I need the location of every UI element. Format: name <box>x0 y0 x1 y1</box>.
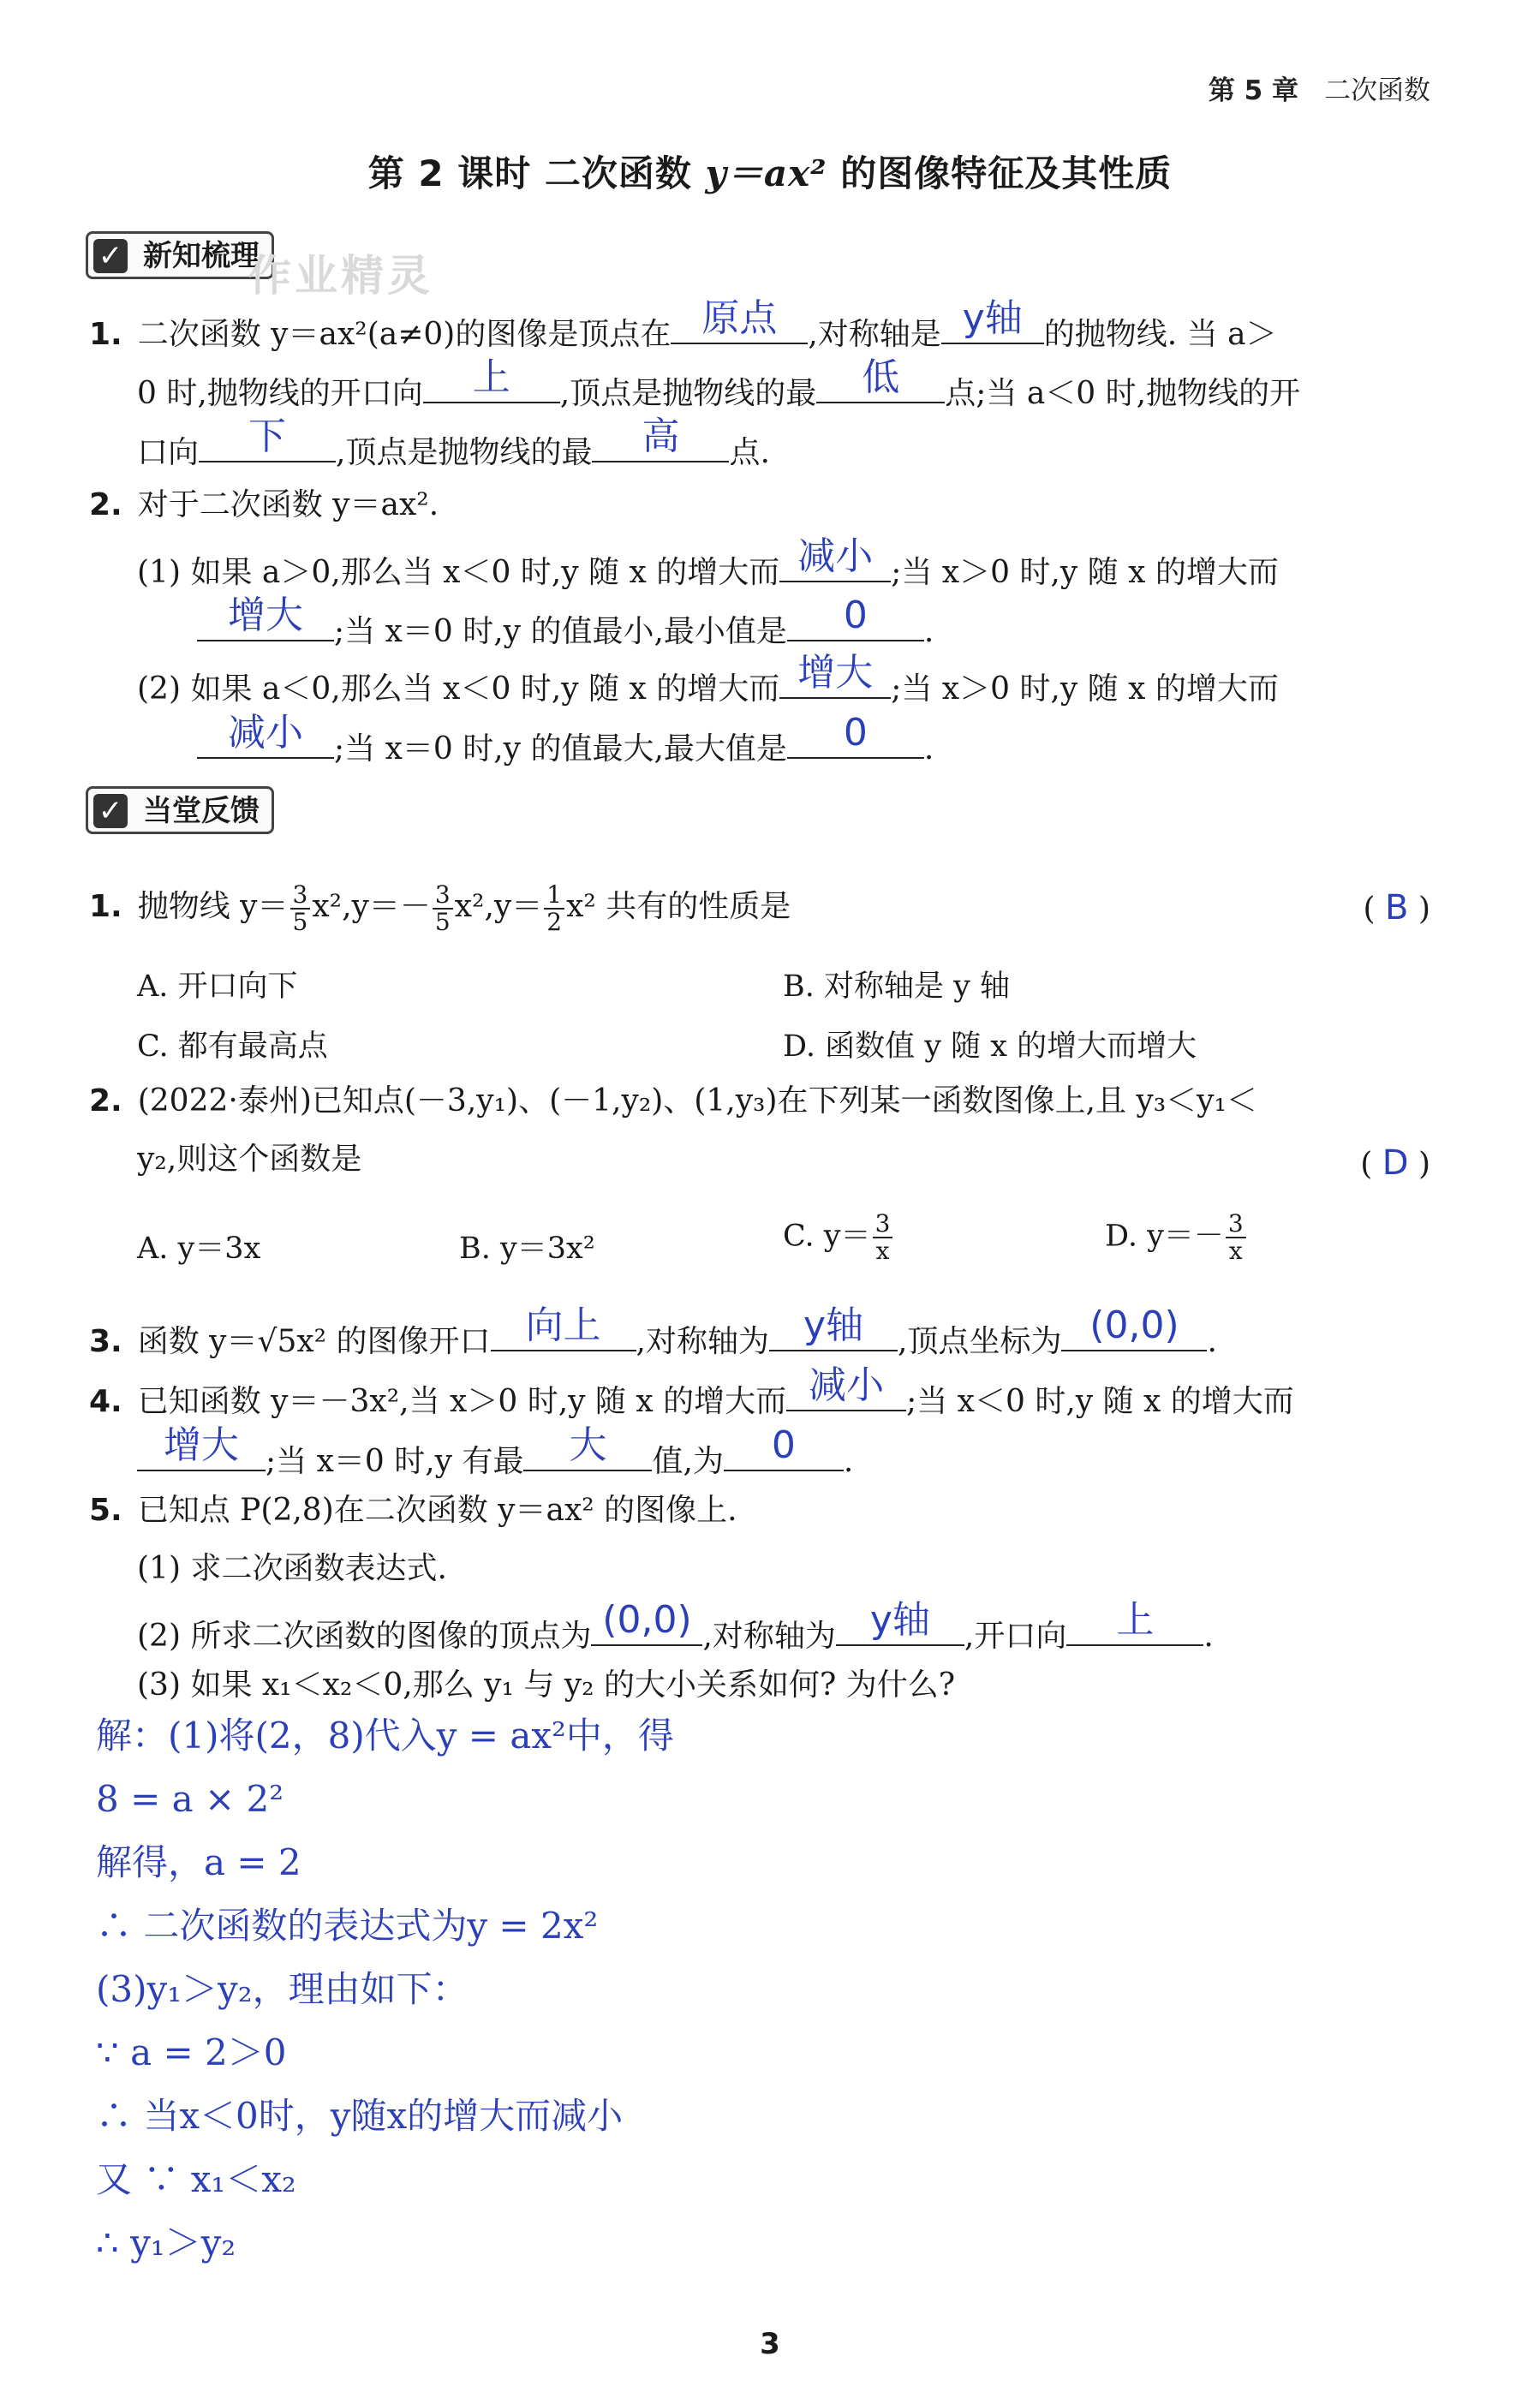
solution-line: 8 = a × 2² <box>96 1778 284 1820</box>
f3-line: 3. 函数 y＝√5x² 的图像开口 向上 ,对称轴为 y轴 ,顶点坐标为 (0,0) . <box>89 1303 1217 1359</box>
q1-line1: 1. 二次函数 y＝ax²(a≠0)的图像是顶点在 原点 ,对称轴是 y轴 的抛物线. 当 a＞ <box>89 296 1277 352</box>
f5-part2: (2) 所求二次函数的图像的顶点为 (0,0) ,对称轴为 y轴 ,开口向 上 . <box>137 1598 1214 1654</box>
f1-option-a[interactable]: A. 开口向下 <box>137 969 298 1004</box>
f2-answer: D <box>1382 1143 1409 1183</box>
q2-part2-line1: (2) 如果 a＜0,那么当 x＜0 时,y 随 x 的增大而 增大 ;当 x＞0 时,y 随 x 的增大而 <box>137 651 1279 707</box>
f3-blank3[interactable]: (0,0) <box>1061 1312 1207 1351</box>
f5-stem: 5. 已知点 P(2,8)在二次函数 y＝ax² 的图像上. <box>89 1493 737 1528</box>
f1-answer: B <box>1385 888 1409 928</box>
f1-option-c[interactable]: C. 都有最高点 <box>137 1029 328 1064</box>
f3-blank2[interactable]: y轴 <box>769 1312 898 1351</box>
handwritten-solution <box>96 1704 674 2275</box>
q1-blank1[interactable]: 原点 <box>671 305 808 344</box>
chapter-header <box>1209 69 1430 107</box>
q1-blank5[interactable]: 下 <box>199 423 336 462</box>
f2-line1: 2. (2022·泰州)已知点(－3,y₁)、(－1,y₂)、(1,y₃)在下列某一函数图像上,且 y₃＜y₁＜ <box>89 1083 1257 1118</box>
q2-p2-blank3[interactable]: 0 <box>787 719 924 759</box>
f2-line2: y₂,则这个函数是 <box>137 1142 362 1177</box>
q2-part1-line2: 增大 ;当 x＝0 时,y 的值最小,最小值是 0 . <box>197 602 934 653</box>
page-title: 第 2 课时 二次函数 y＝ax² 的图像特征及其性质 <box>367 152 1173 194</box>
solution-line: ∵ a = 2＞0 <box>96 2031 287 2073</box>
solution-line: ∴ 当x＜0时，y随x的增大而减小 <box>96 2095 624 2137</box>
f4-blank3[interactable]: 大 <box>523 1432 652 1471</box>
q2-p1-blank3[interactable]: 0 <box>787 602 924 641</box>
f1-option-d[interactable]: D. 函数值 y 随 x 的增大而增大 <box>783 1029 1197 1064</box>
q2-p1-blank2[interactable]: 增大 <box>197 602 334 641</box>
q2-p2-blank1[interactable]: 增大 <box>779 659 891 699</box>
f4-blank1[interactable]: 减小 <box>786 1372 906 1411</box>
q2-part1-line1: (1) 如果 a＞0,那么当 x＜0 时,y 随 x 的增大而 减小 ;当 x＞0 时,y 随 x 的增大而 <box>137 534 1279 590</box>
section-new-knowledge: ✓ 新知梳理 <box>86 231 274 279</box>
f4-blank4[interactable]: 0 <box>724 1432 844 1471</box>
q2-p2-blank2[interactable]: 减小 <box>197 719 334 759</box>
f2-option-d[interactable]: D. y＝－ $\frac{3}{x}$ <box>1105 1211 1248 1264</box>
q1-blank2[interactable]: y轴 <box>941 305 1044 344</box>
f2-answer-bracket[interactable]: ( D ) <box>1360 1143 1430 1183</box>
f4-line2: 增大 ;当 x＝0 时,y 有最 大 值,为 0 . <box>137 1432 853 1482</box>
section-feedback: ✓ 当堂反馈 <box>86 786 274 834</box>
f5-part1: (1) 求二次函数表达式. <box>137 1551 447 1586</box>
q1-blank6[interactable]: 高 <box>592 423 729 462</box>
solution-line: ∴ 二次函数的表达式为y = 2x² <box>96 1905 599 1947</box>
q2-part2-line2: 减小 ;当 x＝0 时,y 的值最大,最大值是 0 . <box>197 719 934 770</box>
f2-option-a[interactable]: A. y＝3x <box>137 1232 261 1266</box>
f5-blank3[interactable]: 上 <box>1066 1607 1203 1646</box>
chapter-number: 第 5 章 <box>1208 75 1298 106</box>
checkbox-icon: ✓ <box>93 239 128 273</box>
page-number: 3 <box>760 2327 780 2361</box>
f4-line1: 4. 已知函数 y＝－3x²,当 x＞0 时,y 随 x 的增大而 减小 ;当 x＜0 时,y 随 x 的增大而 <box>89 1363 1294 1419</box>
f5-blank2[interactable]: y轴 <box>836 1607 964 1646</box>
q2-p1-blank1[interactable]: 减小 <box>779 543 891 582</box>
solution-line: 又 ∵ x₁＜x₂ <box>96 2158 296 2200</box>
solution-line: 解：(1)将(2，8)代入y = ax²中，得 <box>96 1715 674 1757</box>
chapter-title: 二次函数 <box>1324 75 1430 106</box>
f5-blank1[interactable]: (0,0) <box>591 1607 702 1646</box>
f1-stem: 1. 抛物线 y＝ $\frac{3}{5}$ x²,y＝－ $\frac{3}{5}$ x²,y＝ $\frac{1}{2}$ x² 共有的性质是 <box>89 880 791 936</box>
f5-part3: (3) 如果 x₁＜x₂＜0,那么 y₁ 与 y₂ 的大小关系如何? 为什么? <box>137 1667 956 1703</box>
checkbox-icon: ✓ <box>93 794 128 828</box>
f3-blank1[interactable]: 向上 <box>491 1312 636 1351</box>
q1-blank4[interactable]: 低 <box>816 364 945 403</box>
f1-answer-bracket[interactable]: ( B ) <box>1363 888 1430 928</box>
q2-stem: 2. 对于二次函数 y＝ax². <box>89 487 439 522</box>
solution-line: (3)y₁＞y₂，理由如下： <box>96 1968 469 2010</box>
f2-option-c[interactable]: C. y＝ $\frac{3}{x}$ <box>783 1211 894 1264</box>
f4-blank2[interactable]: 增大 <box>137 1432 266 1471</box>
solution-line: 解得，a = 2 <box>96 1841 301 1883</box>
q1-blank3[interactable]: 上 <box>423 364 560 403</box>
f2-option-b[interactable]: B. y＝3x² <box>459 1232 595 1266</box>
q1-line2: 0 时,抛物线的开口向 上 ,顶点是抛物线的最 低 点;当 a＜0 时,抛物线的开 <box>137 355 1301 411</box>
solution-line: ∴ y₁＞y₂ <box>96 2222 236 2264</box>
q1-line3: 口向 下 ,顶点是抛物线的最 高 点. <box>137 415 770 470</box>
title-formula: y＝ax² <box>705 152 827 194</box>
watermark: 作业精灵 <box>248 251 433 301</box>
f1-option-b[interactable]: B. 对称轴是 y 轴 <box>783 969 1010 1004</box>
